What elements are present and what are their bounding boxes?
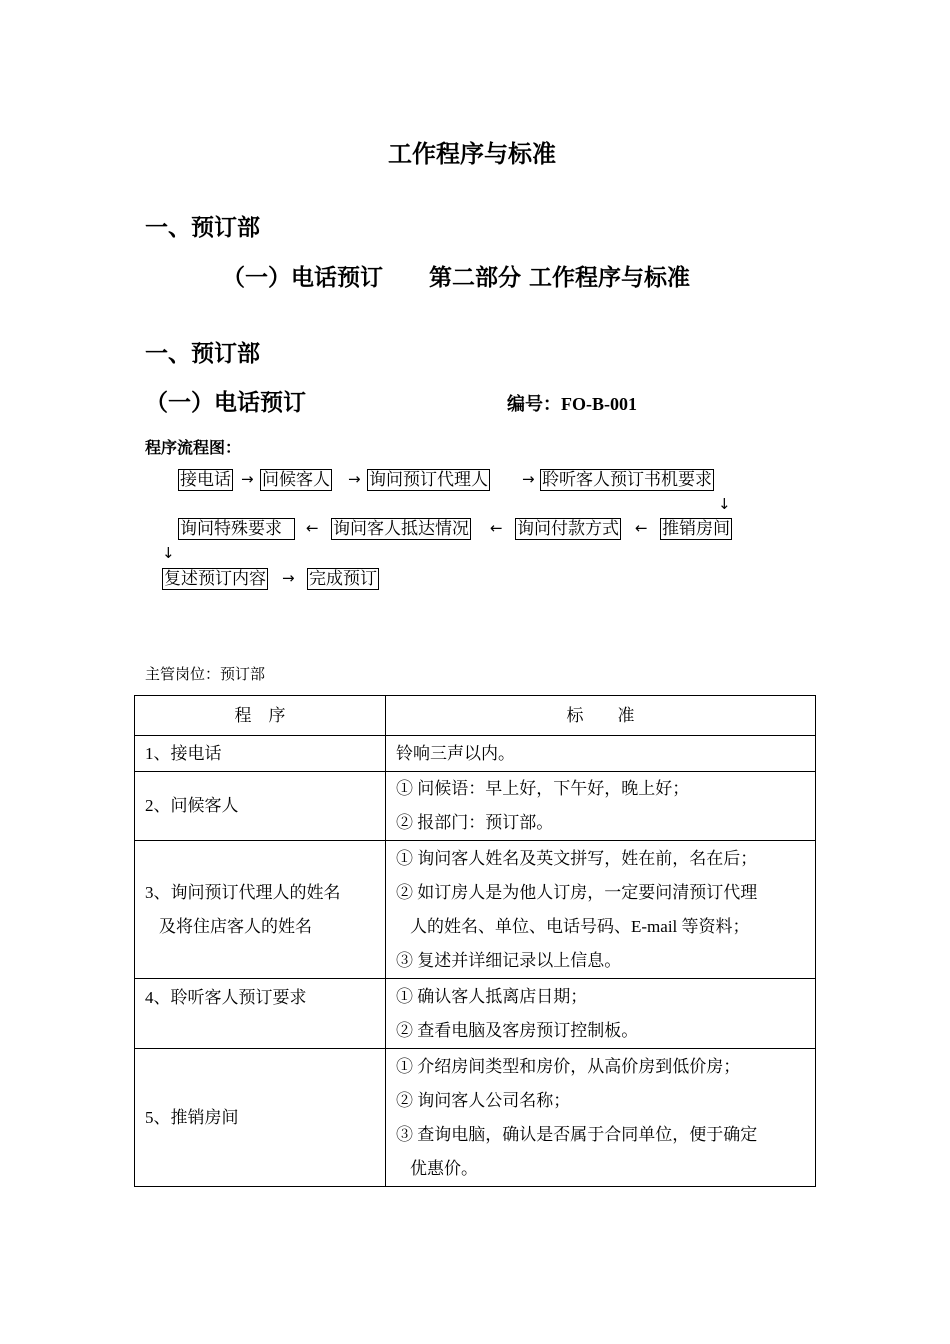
table-row [135,736,816,772]
flow-step-complete-booking: 完成预订 [309,569,377,588]
procedure-cell: 5、推销房间 [135,1049,386,1187]
procedure-cell: 1、接电话 [135,736,386,772]
column-header-procedure: 程 序 [135,696,386,736]
standard-line: ① 问候语：早上好，下午好，晚上好； [396,779,690,798]
table-row [135,1049,816,1187]
procedure-line: 3、询问预订代理人的姓名 [145,882,341,902]
standard-line: ① 介绍房间类型和房价，从高价房到低价房； [396,1056,741,1076]
standard-line: ① 询问客人姓名及英文拼写，姓在前，名在后； [396,848,758,868]
standard-line: ② 查看电脑及客房预订控制板。 [396,1020,639,1040]
procedure-line: 及将住店客人的姓名 [159,916,312,936]
flow-step-arrival-info: 询问客人抵达情况 [333,519,469,538]
standard-line: ② 报部门：预订部。 [396,813,554,832]
table-header-row [135,696,816,736]
document-title: 工作程序与标准 [388,140,556,168]
standard-line: 铃响三声以内。 [396,743,515,763]
subsection-heading-line: （一）电话预订 第二部分 工作程序与标准 [222,265,691,291]
section-heading-repeat: 一、预订部 [145,341,260,367]
flow-step-ask-agent: 询问预订代理人 [369,470,488,489]
flow-arrow-down: ↓ [162,544,175,562]
standard-cell [386,772,816,841]
standard-line: ① 确认客人抵离店日期； [396,986,588,1006]
table-row [135,979,816,1049]
flow-arrow-left: ← [490,519,503,537]
standard-cell [386,1049,816,1187]
flow-arrow-right: → [282,569,295,587]
standard-line: ② 询问客人公司名称； [396,1090,571,1110]
flow-step-repeat-booking: 复述预订内容 [164,569,266,588]
flow-arrow-left: ← [306,519,319,537]
flow-arrow-right: → [241,470,254,488]
procedure-cell: 2、问候客人 [135,772,386,841]
procedure-cell [135,841,386,979]
standard-line: 优惠价。 [410,1158,478,1178]
standard-cell [386,841,816,979]
flow-step-payment-method: 询问付款方式 [517,519,619,538]
flow-step-upsell-room: 推销房间 [662,519,730,538]
flow-arrow-right: → [348,470,361,488]
standard-cell [386,979,816,1049]
procedure-cell: 4、聆听客人预订要求 [135,979,386,1049]
document-number: 编号：FO-B-001 [507,394,637,414]
section-heading: 一、预订部 [145,215,260,241]
standard-line: ② 如订房人是为他人订房，一定要问清预订代理 [396,882,758,902]
flow-arrow-down: ↓ [718,495,731,513]
flow-step-special-requests: 询问特殊要求 [178,518,295,540]
flow-arrow-left: ← [635,519,648,537]
flow-step-listen-requirements: 聆听客人预订书机要求 [542,470,712,489]
column-header-standard: 标 准 [386,696,816,736]
standard-cell [386,736,816,772]
subsection-heading: （一）电话预订 [145,390,306,416]
standard-line: 人的姓名、单位、电话号码、E-mail 等资料； [410,916,750,936]
standard-line: ③ 复述并详细记录以上信息。 [396,950,622,970]
flow-step-greet-guest: 问候客人 [262,470,330,489]
procedure-standards-table [134,695,816,1187]
table-row [135,841,816,979]
table-row [135,772,816,841]
flow-step-answer-call: 接电话 [180,470,231,489]
flowchart-label: 程序流程图： [145,438,242,457]
flow-arrow-right: → [522,470,535,488]
standard-line: ③ 查询电脑，确认是否属于合同单位，便于确定 [396,1124,758,1144]
responsible-department: 主管岗位：预订部 [145,667,266,683]
